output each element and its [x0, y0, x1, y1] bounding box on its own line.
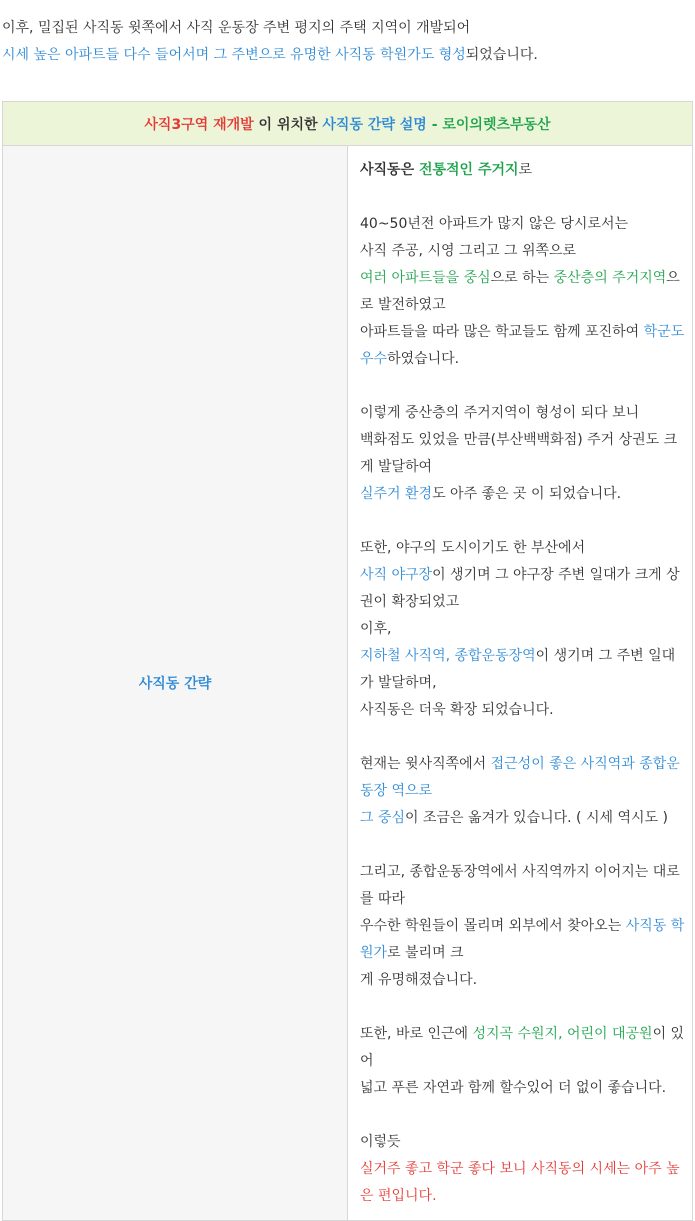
paragraph-4: [360, 535, 688, 724]
p2-tail: 으로 발전하였고: [360, 270, 680, 313]
p6-line-2: [360, 913, 688, 967]
p2-highlight-3: 학군도 우수: [360, 324, 685, 367]
p8-line-1: 이렇듯: [360, 1134, 401, 1150]
p6-line-3: 게 유명해졌습니다.: [360, 972, 478, 988]
table-row: [3, 146, 693, 1221]
p7-line-2: 넓고 푸른 자연과 함께 할수있어 더 없이 좋습니다.: [360, 1080, 667, 1096]
p4-line-2: [360, 562, 688, 616]
paragraph-5: [360, 751, 688, 832]
intro-line-2-tail: 되었습니다.: [465, 47, 538, 63]
p7-tail: 이 있어: [360, 1026, 685, 1069]
p4-line-2-tail: 이 생기며 그 야구장 주변 일대가 크게 상권이 확장되었고: [360, 567, 680, 610]
p4-line-4: [360, 643, 688, 697]
paragraph-7: [360, 1021, 688, 1102]
p6-tail: 로 불리며 크: [387, 945, 464, 961]
row-label: 사직동 간략: [3, 146, 348, 1221]
p5-lead: 현재는 윗사직쪽에서: [360, 756, 491, 772]
p2-line-1: 40~50년전 아파트가 많지 않은 당시로서는: [360, 216, 629, 232]
p2-line-2: 사직 주공, 시영 그리고 그 위쪽으로: [360, 243, 577, 259]
p5-line-1: [360, 751, 688, 805]
intro-line-1: [2, 15, 692, 42]
header-green-part: - 로이의렛츠부동산: [426, 116, 551, 133]
p3-line-2: 백화점도 있었을 만큼(부산백백화점) 주거 상권도 크게 발달하여: [360, 432, 678, 475]
header-dark-part: 이 위치한: [253, 116, 323, 133]
p6-lead: 우수한 학원들이 몰리며 외부에서 찾아오는: [360, 918, 626, 934]
intro-highlight: 시세 높은 아파트들 다수 들어서며 그 주변으로 유명한 사직동 학원가도 형성: [2, 47, 466, 63]
p5-line-2: [360, 805, 688, 832]
p6-line-1: 그리고, 종합운동장역에서 사직역까지 이어지는 대로를 따라: [360, 864, 680, 907]
p5-highlight-2: 그 중심: [360, 810, 406, 826]
p3-highlight: 실주거 환경: [360, 486, 433, 502]
p2-line-3: [360, 265, 688, 319]
p2-line-4: [360, 319, 688, 373]
intro-line-2: [2, 42, 692, 69]
p4-highlight-2: 지하철 사직역, 종합운동장역: [360, 648, 536, 664]
p1-highlight: 전통적인 주거지: [418, 162, 519, 178]
paragraph-8: [360, 1129, 688, 1210]
p3-tail: 도 아주 좋은 곳 이 되었습니다.: [432, 486, 622, 502]
header-blue-part: 사직동 간략 설명: [322, 116, 427, 133]
p3-line-3: [360, 481, 688, 508]
p6-highlight: 사직동 학원가: [360, 918, 685, 961]
intro-text: [2, 15, 692, 69]
header-red-part: 사직3구역 재개발: [144, 116, 254, 133]
p7-line-1: [360, 1021, 688, 1075]
row-content: [348, 146, 693, 1221]
p1-tail: 로: [518, 162, 533, 178]
p2-mid: 으로 하는: [490, 270, 554, 286]
p5-highlight-1: 접근성이 좋은 사직역과 종합운동장 역으로: [360, 756, 680, 799]
p5-tail: 이 조금은 옮겨가 있습니다. ( 시세 역시도 ): [405, 810, 668, 826]
p4-highlight-1: 사직 야구장: [360, 567, 433, 583]
paragraph-1: [360, 157, 688, 184]
p2-highlight-2: 중산층의 주거지역: [553, 270, 667, 286]
table-header: [3, 102, 693, 146]
p4-line-4-tail: 이 생기며 그 주변 일대가 발달하며,: [360, 648, 676, 691]
p1-line: [360, 157, 688, 184]
info-table: [2, 101, 693, 1221]
p2-highlight-1: 여러 아파트들을 중심: [360, 270, 491, 286]
paragraph-3: [360, 400, 688, 508]
table-header-row: [3, 102, 693, 146]
p2-line-4-lead: 아파트들을 따라 많은 학교들도 함께 포진하여: [360, 324, 644, 340]
paragraph-6: [360, 859, 688, 994]
p7-lead: 또한, 바로 인근에: [360, 1026, 473, 1042]
p4-line-3: 이후,: [360, 621, 392, 637]
p3-line-1: 이렇게 중산층의 주거지역이 형성이 되다 보니: [360, 405, 640, 421]
intro-line-1-text: 이후, 밀집된 사직동 윗쪽에서 사직 운동장 주변 평지의 주택 지역이 개발되어: [2, 20, 471, 36]
paragraph-2: [360, 211, 688, 373]
p1-lead: 사직동은: [360, 162, 419, 178]
p7-highlight: 성지곡 수원지, 어린이 대공원: [472, 1026, 653, 1042]
p4-line-5: 사직동은 더욱 확장 되었습니다.: [360, 702, 554, 718]
p2-line-4-tail: 하였습니다.: [387, 351, 460, 367]
p4-line-1: 또한, 야구의 도시이기도 한 부산에서: [360, 540, 586, 556]
p8-conclusion: 실거주 좋고 학군 좋다 보니 사직동의 시세는 아주 높은 편입니다.: [360, 1161, 680, 1204]
